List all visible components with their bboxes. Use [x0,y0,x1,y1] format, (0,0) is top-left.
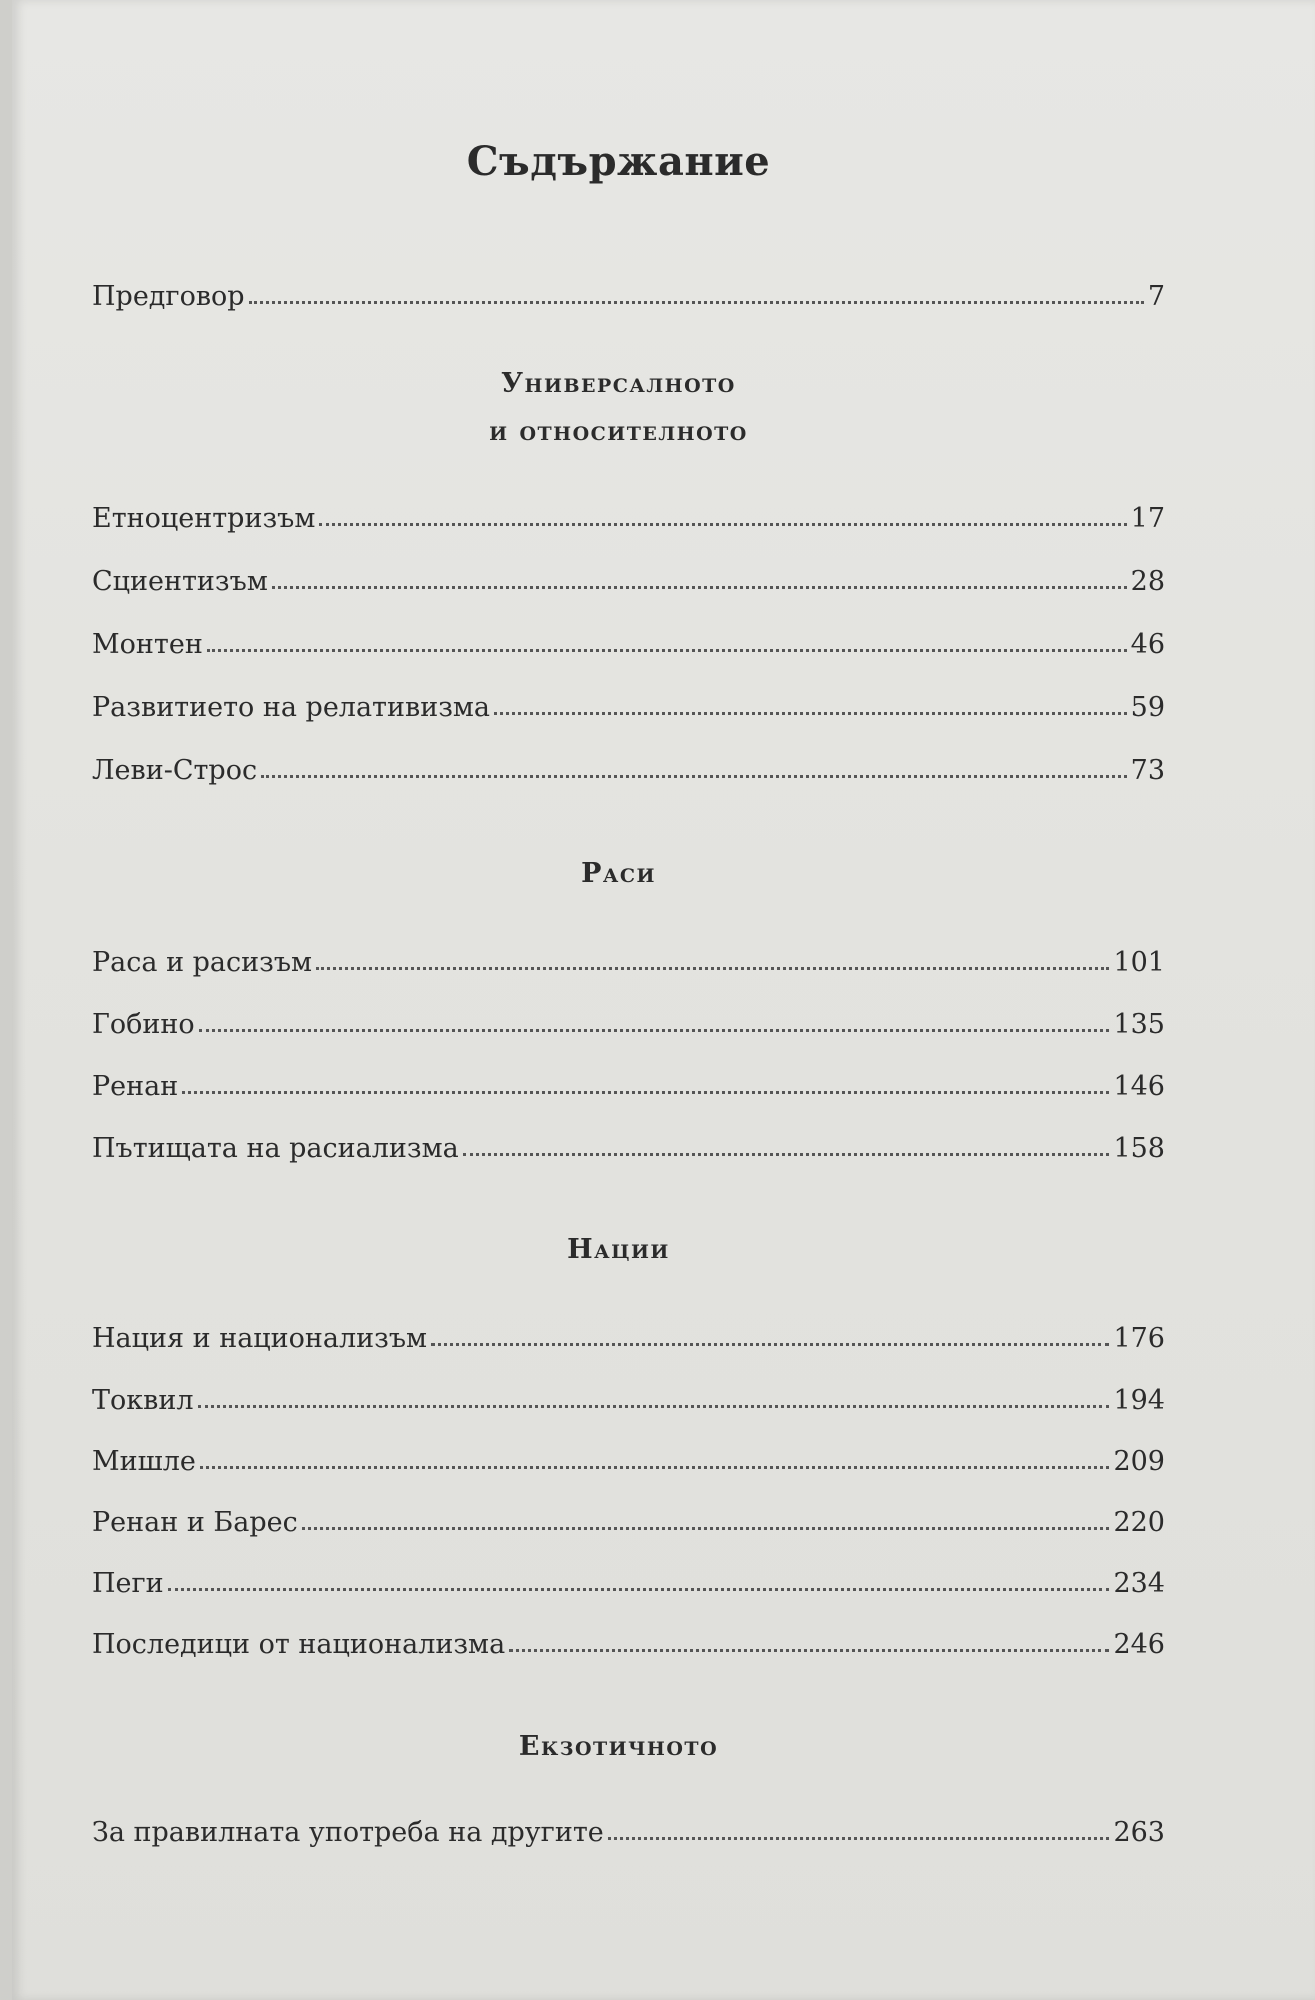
toc-entry [92,1616,1165,1660]
toc-entry [92,742,1165,786]
toc-entry-title: Етноцентризъм [92,503,316,534]
toc-entry [92,553,1165,597]
toc-entry-title: Леви-Строс [92,755,258,786]
dot-leader [431,1343,1109,1346]
dot-leader [319,523,1126,526]
toc-entry-page: 158 [1113,1133,1165,1164]
toc-entry-title: Токвил [92,1385,194,1416]
toc-entry-page: 246 [1113,1629,1165,1660]
toc-entry-title: Гобино [92,1009,195,1040]
dot-leader [168,1588,1110,1591]
section-heading-line: Раси [581,858,656,889]
toc-entry-page: 263 [1113,1817,1165,1848]
section-heading-line: и относителното [489,416,748,447]
toc-entry-page: 176 [1113,1323,1165,1354]
toc-entry [92,1120,1165,1164]
toc-entry-page: 135 [1113,1009,1165,1040]
toc-entry [92,1058,1165,1102]
dot-leader [199,1029,1110,1032]
page-title: Съдържание [466,138,771,185]
toc-entry-page: 17 [1130,503,1165,534]
toc-entry [92,1555,1165,1599]
toc-entry-page: 28 [1130,566,1165,597]
toc-entry-page: 101 [1113,947,1165,978]
section-heading-line: Нации [567,1234,670,1265]
toc-entry-title: Последици от национализма [92,1629,506,1660]
toc-entry-title: Развитието на релативизма [92,692,491,723]
dot-leader [207,649,1127,652]
section-heading-line: Универсалното [501,368,736,399]
toc-entry-page: 146 [1113,1071,1165,1102]
toc-entry-title: Раса и расизъм [92,947,313,978]
toc-entry-title: За правилната употреба на другите [92,1817,604,1848]
toc-entry [92,679,1165,723]
toc-entry-page: 234 [1113,1568,1165,1599]
toc-entry-title: Мишле [92,1446,196,1477]
toc-entry-title: Предговор [92,281,245,312]
toc-entry [92,996,1165,1040]
toc-entry-title: Ренан и Барес [92,1507,298,1538]
toc-entry [92,490,1165,534]
dot-leader [249,301,1144,304]
toc-entry-page: 220 [1113,1507,1165,1538]
dot-leader [261,775,1127,778]
toc-entry-title: Сциентизъм [92,566,268,597]
toc-entry-page: 46 [1130,629,1165,660]
toc-entry-title: Пеги [92,1568,164,1599]
toc-entry-page: 209 [1113,1446,1165,1477]
toc-entry [92,934,1165,978]
section-heading-line: Екзотичното [518,1731,719,1762]
toc-entry-page: 194 [1113,1385,1165,1416]
dot-leader [316,967,1109,970]
toc-entry-title: Нация и национализъм [92,1323,428,1354]
dot-leader [494,712,1127,715]
toc-entry [92,1433,1165,1477]
toc-entry-title: Монтен [92,629,203,660]
dot-leader [198,1405,1110,1408]
dot-leader [182,1091,1109,1094]
dot-leader [200,1466,1110,1469]
toc-entry-preface [92,268,1165,312]
toc-entry [92,1310,1165,1354]
dot-leader [272,586,1127,589]
toc-entry-title: Пътищата на расиализма [92,1133,459,1164]
toc-entry-title: Ренан [92,1071,179,1102]
toc-entry [92,1372,1165,1416]
dot-leader [608,1837,1110,1840]
toc-entry [92,1804,1165,1848]
toc-entry-page: 73 [1130,755,1165,786]
toc-entry [92,616,1165,660]
book-page [12,0,1315,2000]
dot-leader [302,1527,1110,1530]
dot-leader [509,1649,1109,1652]
toc-entry-page: 59 [1130,692,1165,723]
toc-entry-page: 7 [1147,281,1165,312]
dot-leader [463,1153,1110,1156]
toc-entry [92,1494,1165,1538]
